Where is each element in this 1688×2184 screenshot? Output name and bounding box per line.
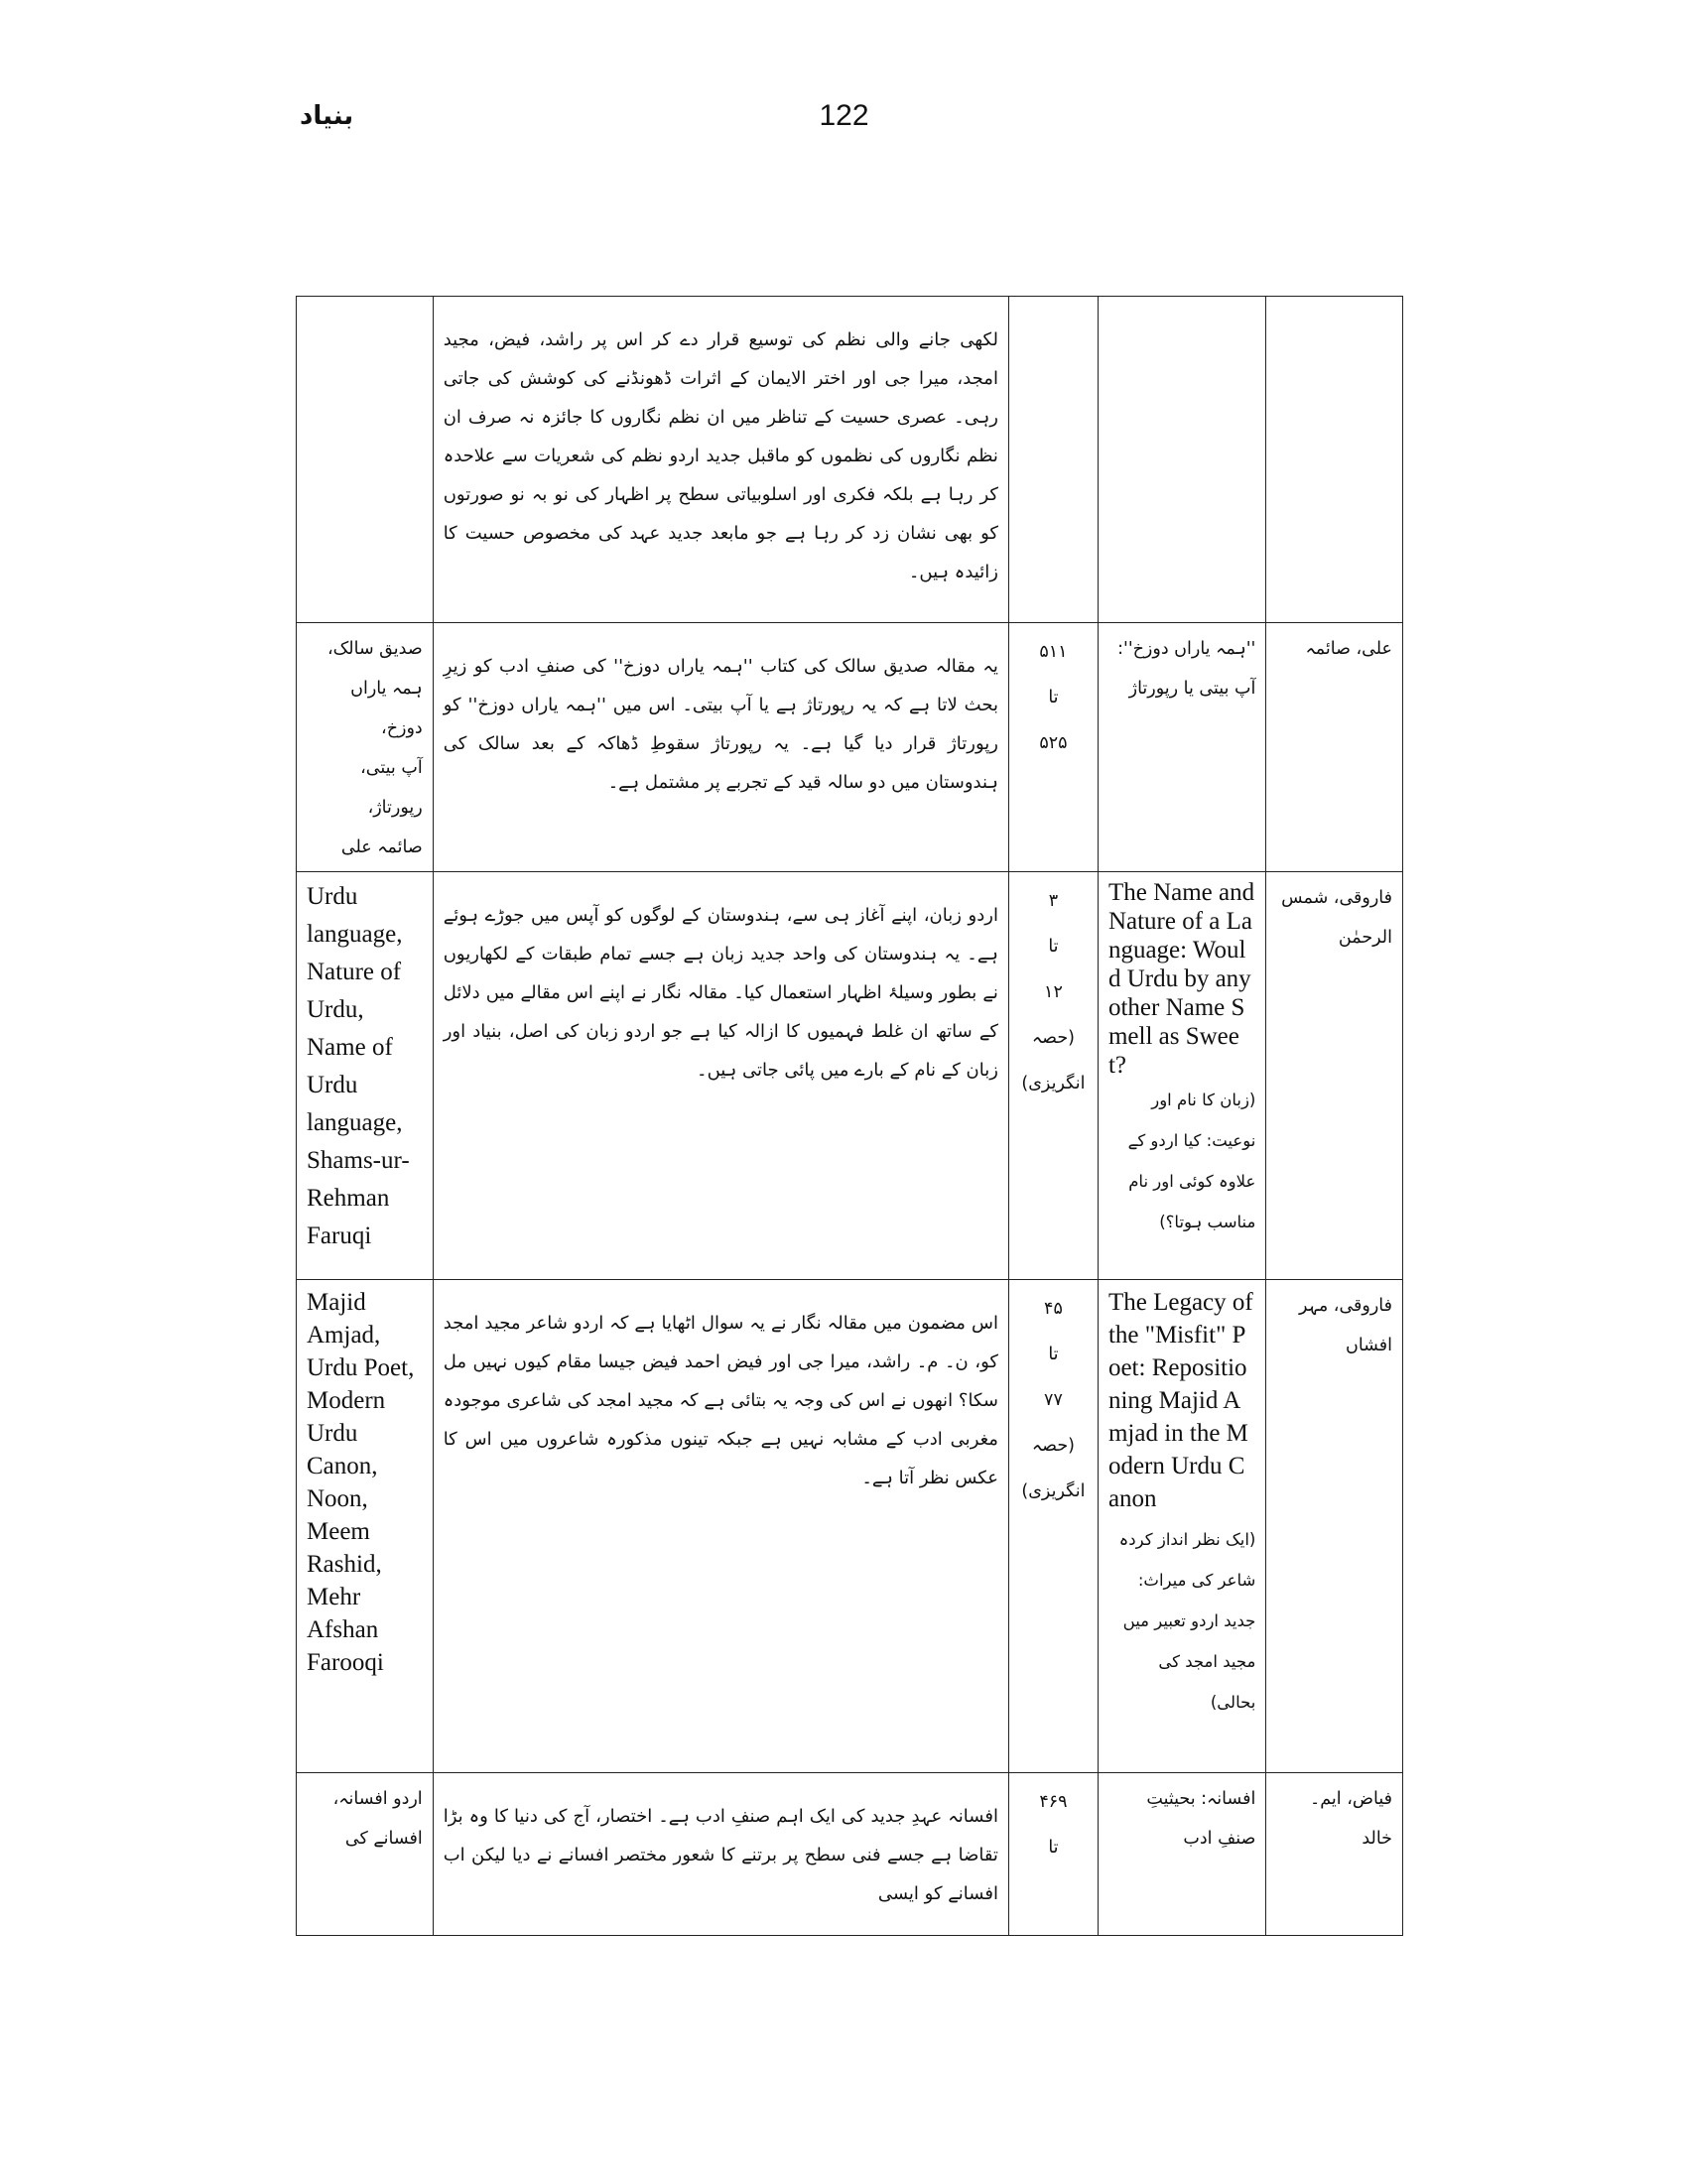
keywords-cell [297, 1280, 434, 1773]
keyword: صائمہ علی [340, 837, 423, 857]
table-row [297, 623, 1403, 872]
article-title-urdu: (زبان کا نام اور نوعیت: کیا اردو کے علاوہ کوئی اور نام مناسب ہوتا؟) [1127, 1091, 1256, 1231]
abstract-cell [433, 1773, 1008, 1936]
article-title-urdu: (ایک نظر انداز کردہ شاعر کی میراث: جدید اردو تعبیر میں مجید امجد کی بحالی) [1118, 1530, 1256, 1712]
article-title-english: The Name and Nature of a Language: Would Urdu by any other Name Smell as Sweet? [1107, 879, 1255, 1079]
keywords-cell [297, 1773, 434, 1936]
section-note: (حصہ [1031, 1028, 1075, 1048]
author-cell [1266, 872, 1403, 1280]
article-title: افسانہ: بحیثیتِ صنفِ ادب [1146, 1789, 1256, 1849]
page-start: ۳ [1048, 891, 1059, 911]
pages-cell [1008, 1280, 1098, 1773]
author-cell [1266, 1773, 1403, 1936]
keyword-list: Urdu language, Nature of Urdu, Name of Urdu language, Shams-ur-Rehman Faruqi [307, 883, 410, 1249]
keyword: ہمہ یاراں دوزخ، [350, 679, 423, 738]
title-cell [1098, 872, 1265, 1280]
abstract-text: اردو زبان، اپنے آغاز ہی سے، ہندوستان کے لوگوں کو آپس میں جوڑے ہوئے ہے۔ یہ ہندوستان کی واحد جدید زبان ہے جسے تمام طبقات کے لکھاریوں نے بطور وسیلۂ اظہار استعمال کیا۔ مقالہ نگار نے اپنے اس مقالے میں دلائل کے ساتھ ان غلط فہمیوں کا ازالہ کیا ہے جو اردو زبان کی اصل، بنیاد اور زبان کے نام کے بارے میں پائی جاتی ہیں۔ [443, 905, 998, 1081]
table-row [297, 1773, 1403, 1936]
page-range [1019, 878, 1088, 1106]
keyword-list: Majid Amjad, Urdu Poet, Modern Urdu Canon, Noon, Meem Rashid, Mehr Afshan Farooqi [307, 1289, 415, 1676]
title-cell [1098, 623, 1265, 872]
page-range [1019, 1286, 1088, 1514]
abstract-text: لکھی جانے والی نظم کی توسیع قرار دے کر اس پر راشد، فیض، مجید امجد، میرا جی اور اختر الایمان کے اثرات ڈھونڈنے کی کوشش کی جاتی رہی۔ عصری حسیت کے تناظر میں ان نظم نگاروں کا جائزہ نہ صرف ان نظم نگاروں کی نظموں کو ماقبل جدید اردو نظم کی شعریات سے علاحدہ کر رہا ہے بلکہ فکری اور اسلوبیاتی سطح پر اظہار کی نو بہ نو صورتوں کو بھی نشان زد کر رہا ہے جو مابعد جدید عہد کی مخصوص حسیت کا زائیدہ ہیں۔ [443, 329, 998, 582]
keyword: رپورتاژ، [367, 798, 423, 818]
page-start: ۵۱۱ [1039, 642, 1068, 662]
page-start: ۴۶۹ [1039, 1792, 1068, 1812]
page-end: ۱۲ [1044, 982, 1063, 1002]
abstract-text: اس مضمون میں مقالہ نگار نے یہ سوال اٹھایا ہے کہ اردو شاعر مجید امجد کو، ن۔ م۔ راشد، میرا جی اور فیض احمد فیض جیسا مقام کیوں نہیں مل سکا؟ انھوں نے اس کی وجہ یہ بتائی ہے کہ مجید امجد کی شاعری موجودہ مغربی ادب کے مشابہ نہیں ہے جبکہ تینوں مذکورہ شاعروں میں اس کا عکس نظر آتا ہے۔ [443, 1313, 998, 1488]
article-title: ''ہمہ یاراں دوزخ'': آپ بیتی یا رپورتاژ [1117, 639, 1256, 699]
author-cell [1266, 1280, 1403, 1773]
author-cell [1266, 623, 1403, 872]
running-title: بنیاد [300, 101, 354, 131]
section-note: انگریزی) [1021, 1074, 1086, 1093]
page-start: ۴۵ [1044, 1299, 1063, 1319]
page-range [1019, 629, 1088, 766]
abstract-text: افسانہ عہدِ جدید کی ایک اہم صنفِ ادب ہے۔ اختصار، آج کی دنیا کا وہ بڑا تقاضا ہے جسے فنی سطح پر برتنے کا شعور مختصر افسانے نے دیا لیکن اب افسانے کو ایسی [443, 1806, 998, 1904]
table-row [297, 297, 1403, 623]
keywords-cell [297, 872, 434, 1280]
abstract-text: یہ مقالہ صدیق سالک کی کتاب ''ہمہ یاراں دوزخ'' کی صنفِ ادب کو زیرِ بحث لاتا ہے کہ یہ رپورتاژ ہے یا آپ بیتی۔ اس میں ''ہمہ یاراں دوزخ'' کو رپورتاژ قرار دیا گیا ہے۔ یہ رپورتاژ سقوطِ ڈھاکہ کے بعد سالک کی ہندوستان میں دو سالہ قید کے تجربے پر مشتمل ہے۔ [443, 656, 998, 793]
page-separator: تا [1048, 688, 1059, 707]
section-note: (حصہ [1031, 1436, 1075, 1456]
keyword-list [307, 1779, 423, 1859]
index-table [296, 296, 1403, 1936]
page-separator: تا [1048, 1345, 1059, 1364]
article-title-english: The Legacy of the "Misfit" Poet: Repositioning Majid Amjad in the Modern Urdu Canon [1107, 1289, 1253, 1512]
title-cell [1098, 1773, 1265, 1936]
author-name: علی، صائمہ [1305, 639, 1392, 659]
keyword-list [307, 629, 423, 867]
page-separator: تا [1048, 1838, 1059, 1858]
pages-cell [1008, 623, 1098, 872]
author-name: فاروقی، مہر افشاں [1298, 1296, 1392, 1355]
keywords-cell [297, 623, 434, 872]
author-name: فاروقی، شمس الرحمٰن [1281, 888, 1392, 948]
keyword: آپ بیتی، [360, 758, 423, 778]
keywords-cell [297, 297, 434, 623]
abstract-cell [433, 297, 1008, 623]
table-row [297, 872, 1403, 1280]
abstract-cell [433, 1280, 1008, 1773]
page-end: ۵۲۵ [1039, 733, 1068, 753]
keyword: صدیق سالک، [326, 639, 423, 659]
author-cell [1266, 297, 1403, 623]
section-note: انگریزی) [1021, 1481, 1086, 1501]
pages-cell [1008, 297, 1098, 623]
page-range [1019, 1779, 1088, 1870]
keyword: اردو افسانہ، [332, 1789, 423, 1809]
pages-cell [1008, 1773, 1098, 1936]
title-cell [1098, 1280, 1265, 1773]
table-row [297, 1280, 1403, 1773]
page-number: 122 [819, 99, 869, 132]
abstract-cell [433, 623, 1008, 872]
pages-cell [1008, 872, 1098, 1280]
keyword: افسانے کی [344, 1829, 423, 1849]
author-name: فیاض، ایم۔ خالد [1310, 1789, 1392, 1849]
page-end: ۷۷ [1044, 1390, 1063, 1410]
abstract-cell [433, 872, 1008, 1280]
title-cell [1098, 297, 1265, 623]
page-separator: تا [1048, 937, 1059, 957]
